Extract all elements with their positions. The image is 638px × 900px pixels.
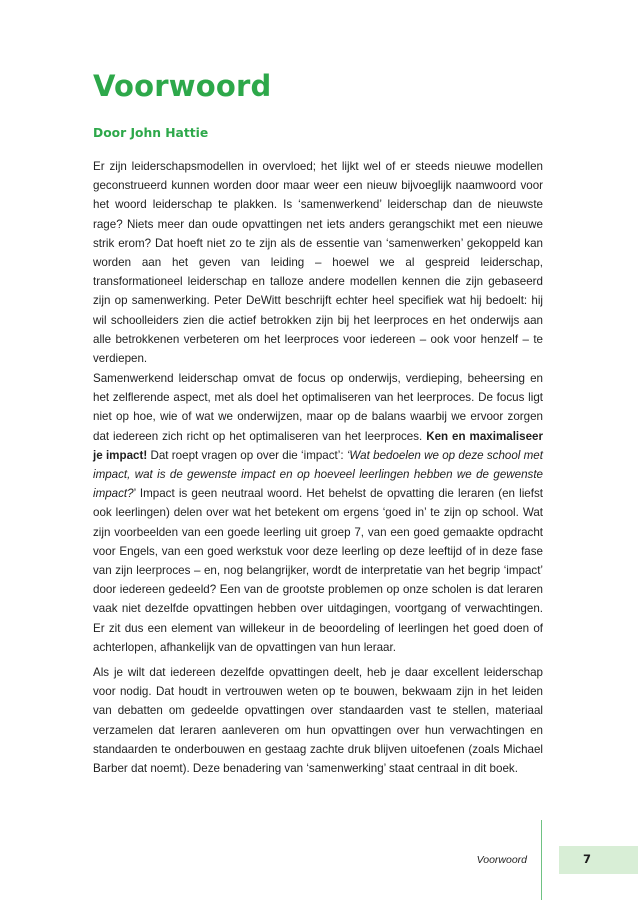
paragraph-2 xyxy=(93,369,543,657)
paragraph-2-part-a: Samenwerkend leiderschap omvat de focus op onderwijs, verdieping, beheersing en het zelflerende aspect, met als doel het optimaliseren van het leerproces. De focus ligt niet op hoe, wie of wat we onderwijzen, maar op de balans waarbij we ervoor zorgen dat iedereen zich richt op het optimaliseren van het leerproces. xyxy=(93,372,543,443)
page-number-tab xyxy=(559,846,638,874)
page-number: 7 xyxy=(583,852,592,866)
paragraph-2-part-b: Dat roept vragen op over die ‘impact’: xyxy=(147,448,347,462)
author-byline: Door John Hattie xyxy=(93,126,209,140)
page-title: Voorwoord xyxy=(93,69,272,103)
paragraph-2-bold-phrase: Ken en maximaliseer je impact! xyxy=(93,429,543,462)
paragraph-1-text: Er zijn leiderschapsmodellen in overvloed; het lijkt wel of er steeds nieuwe modellen geconstrueerd kunnen worden door maar weer een nieuw bijvoeglijk naamwoord voor het woord leiderschap te plakken. Is ‘samenwerkend’ leiderschap dan de nieuwste rage? Niets meer dan oude opvattingen net iets anders gerangschikt met een nieuwe strik erom? Dat hoeft niet zo te zijn als de essentie van ‘samenwerken’ gekoppeld kan worden aan het geven van leiding – hoewel we al gespreid leiderschap, transformationeel leiderschap en talloze andere modellen kennen die zijn gebaseerd zijn op samenwerking. Peter DeWitt beschrijft echter heel specifiek wat hij bedoelt: hij wil schoolleiders zien die actief betrokken zijn bij het leerproces en het onderwijs aan alle betrokkenen verbeteren om het leerproces voor iedereen – ook voor henzelf – te verdiepen. xyxy=(93,160,543,366)
paragraph-2-text xyxy=(93,369,543,657)
footer-divider xyxy=(541,820,542,900)
paragraph-2-part-c: ’ Impact is geen neutraal woord. Het behelst de opvatting die leraren (en liefst ook leerlingen) delen over wat het betekent om ergens ‘goed in’ te zijn op school. Wat zijn voorbeelden van een goede leerling uit groep 7, van een goed gemaakte opdracht voor Engels, van een goed werkstuk voor deze leerling op deze leeftijd of in deze fase van zijn leerproces – en, nog belangrijker, wordt de interpretatie van het begrip ‘impact’ door iedereen gedeeld? Een van de grootste problemen op onze scholen is dat leraren vaak niet dezelfde opvattingen hebben over uitdagingen, voortgang of verwachtingen. Er zit dus een element van willekeur in de beoordeling of leerlingen het goed doen of achterlopen, afhankelijk van de opvattingen van hun leraar. xyxy=(93,487,543,654)
paragraph-2-italic-question: ‘Wat bedoelen we op deze school met impact, wat is de gewenste impact en op hoeveel leerlingen hebben we de gewenste impact? xyxy=(93,448,543,501)
paragraph-3 xyxy=(93,663,543,778)
paragraph-1 xyxy=(93,157,543,368)
paragraph-3-text: Als je wilt dat iedereen dezelfde opvattingen deelt, heb je daar excellent leiderschap voor nodig. Dat houdt in vertrouwen weten op te bouwen, bekwaam zijn in het leiden van debatten om gedeelde opvattingen over standaarden vast te stellen, materiaal verzamelen dat leraren aanleveren om hun opvattingen over hun verwachtingen en standaarden te onderbouwen en gestaag zachte druk blijven uitoefenen (zoals Michael Barber dat noemt). Deze benadering van ‘samenwerking’ staat centraal in dit boek. xyxy=(93,666,543,776)
footer-section-label: Voorwoord xyxy=(476,854,527,866)
